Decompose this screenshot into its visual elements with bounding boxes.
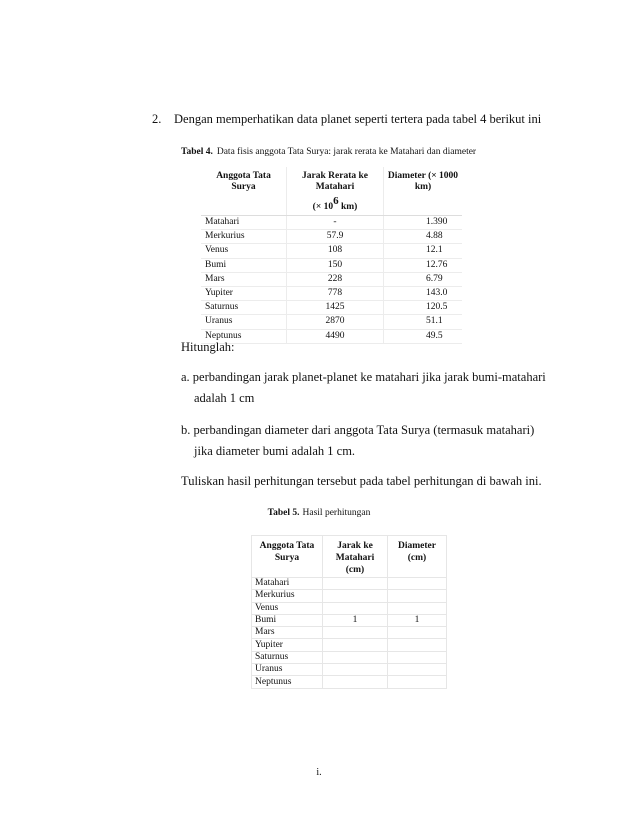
table4-row [201, 216, 462, 230]
table4-cell-member: Uranus [201, 315, 287, 329]
instruction-b-line1: b. perbandingan diameter dari anggota Tata Surya (termasuk matahari) [181, 423, 535, 437]
page-number: i. [316, 767, 322, 778]
table4-cell-diameter: 49.5 [384, 329, 463, 343]
instruction-a-line2: adalah 1 cm [194, 391, 255, 405]
table4-row [201, 286, 462, 300]
table5-cell-distance [323, 664, 388, 676]
table4-row [201, 244, 462, 258]
table4-header-distance-unit-post: km) [338, 202, 358, 212]
table4-cell-diameter: 6.79 [384, 272, 463, 286]
table5-row [252, 590, 447, 602]
table4-cell-member: Mars [201, 272, 287, 286]
table5-header-member [252, 536, 323, 578]
table5-cell-member: Yupiter [252, 639, 323, 651]
table4-row [201, 329, 462, 343]
question-text: Dengan memperhatikan data planet seperti tertera pada tabel 4 berikut ini [174, 112, 542, 126]
table4-cell-member: Matahari [201, 216, 287, 230]
table4-header-member [201, 167, 287, 216]
table5-header-distance-text: Jarak ke Matahari (cm) [335, 541, 375, 575]
table5-row [252, 651, 447, 663]
table5-cell-diameter [388, 590, 447, 602]
table4-cell-distance: 4490 [287, 329, 384, 343]
table5-row [252, 614, 447, 626]
table5-row [252, 602, 447, 614]
table5-cell-distance [323, 578, 388, 590]
table4-row [201, 315, 462, 329]
table5-cell-member: Merkurius [252, 590, 323, 602]
table5-cell-member: Neptunus [252, 676, 323, 688]
table4-header-row [201, 167, 462, 216]
table5-header-diameter [388, 536, 447, 578]
table4-cell-distance: - [287, 216, 384, 230]
table5-cell-member: Mars [252, 627, 323, 639]
table4-cell-member: Merkurius [201, 230, 287, 244]
table5-cell-distance: 1 [323, 614, 388, 626]
table4-cell-distance: 108 [287, 244, 384, 258]
table5-row [252, 578, 447, 590]
table4-header-diameter-text: Diameter (× 1000 km) [387, 171, 459, 192]
table5-cell-member: Saturnus [252, 651, 323, 663]
table5-cell-member: Bumi [252, 614, 323, 626]
table4-header-distance [287, 167, 384, 216]
table5-cell-member: Matahari [252, 578, 323, 590]
table4-header-diameter [384, 167, 463, 216]
instruction-b-line2: jika diameter bumi adalah 1 cm. [194, 444, 356, 458]
table5-cell-distance [323, 602, 388, 614]
table4-header-distance-line2 [289, 196, 381, 213]
instruction-a-line1: a. perbandingan jarak planet-planet ke matahari jika jarak bumi-matahari [181, 370, 546, 384]
table5-body [252, 578, 447, 689]
table5-header-distance [323, 536, 388, 578]
table5-caption-label: Tabel 5. [267, 508, 300, 518]
table5-cell-diameter [388, 578, 447, 590]
table4-cell-distance: 778 [287, 286, 384, 300]
table5-cell-diameter [388, 639, 447, 651]
table5-caption-text: Hasil perhitungan [302, 508, 371, 518]
table5-cell-distance [323, 590, 388, 602]
instruction-tuliskan: Tuliskan hasil perhitungan tersebut pada tabel perhitungan di bawah ini. [181, 474, 542, 488]
table4-cell-diameter: 51.1 [384, 315, 463, 329]
table5-cell-member: Venus [252, 602, 323, 614]
table4-row [201, 272, 462, 286]
table4-cell-diameter: 4.88 [384, 230, 463, 244]
table5-cell-diameter [388, 664, 447, 676]
table4-cell-diameter: 143.0 [384, 286, 463, 300]
table4-caption [181, 147, 476, 157]
table4-row [201, 230, 462, 244]
table4 [201, 167, 462, 344]
table5-cell-distance [323, 651, 388, 663]
table5-cell-distance [323, 639, 388, 651]
table4-cell-diameter: 120.5 [384, 301, 463, 315]
table5-cell-diameter [388, 651, 447, 663]
table5-caption [0, 508, 638, 518]
table5-cell-diameter: 1 [388, 614, 447, 626]
table5-cell-diameter [388, 627, 447, 639]
table4-cell-diameter: 12.1 [384, 244, 463, 258]
table5-cell-diameter [388, 676, 447, 688]
table4-caption-text: Data fisis anggota Tata Surya: jarak rerata ke Matahari dan diameter [216, 147, 477, 157]
question-2 [152, 112, 541, 127]
table4-cell-distance: 228 [287, 272, 384, 286]
table5-row [252, 664, 447, 676]
table5-row [252, 627, 447, 639]
table4-cell-diameter: 12.76 [384, 258, 463, 272]
table5-row [252, 676, 447, 688]
table4-cell-member: Saturnus [201, 301, 287, 315]
table4-row [201, 301, 462, 315]
table4-cell-member: Neptunus [201, 329, 287, 343]
table4-cell-member: Bumi [201, 258, 287, 272]
table4-body [201, 216, 462, 344]
table4-cell-distance: 57.9 [287, 230, 384, 244]
table5-cell-diameter [388, 602, 447, 614]
question-number: 2. [152, 112, 162, 126]
table4-cell-member: Venus [201, 244, 287, 258]
table4-cell-distance: 1425 [287, 301, 384, 315]
hitunglah-heading: Hitunglah: [181, 340, 235, 354]
table5-row [252, 639, 447, 651]
table4-header-distance-line1: Jarak Rerata ke Matahari [302, 171, 368, 192]
table5 [251, 535, 447, 689]
table4-row [201, 258, 462, 272]
table4-header-distance-unit-pre: (× 10 [312, 202, 334, 212]
table5-cell-distance [323, 627, 388, 639]
table4-cell-diameter: 1.390 [384, 216, 463, 230]
table5-cell-distance [323, 676, 388, 688]
table5-cell-member: Uranus [252, 664, 323, 676]
table4-cell-distance: 2870 [287, 315, 384, 329]
table5-header-diameter-text: Diameter (cm) [398, 541, 436, 563]
table5-header-row [252, 536, 447, 578]
table5-header-member-text: Anggota Tata Surya [259, 541, 315, 563]
table4-cell-member: Yupiter [201, 286, 287, 300]
table4-header-distance-exponent: 6 [333, 195, 339, 207]
table4-header-member-text: Anggota Tata Surya [216, 171, 271, 192]
table4-cell-distance: 150 [287, 258, 384, 272]
table4-caption-label: Tabel 4. [181, 147, 213, 157]
